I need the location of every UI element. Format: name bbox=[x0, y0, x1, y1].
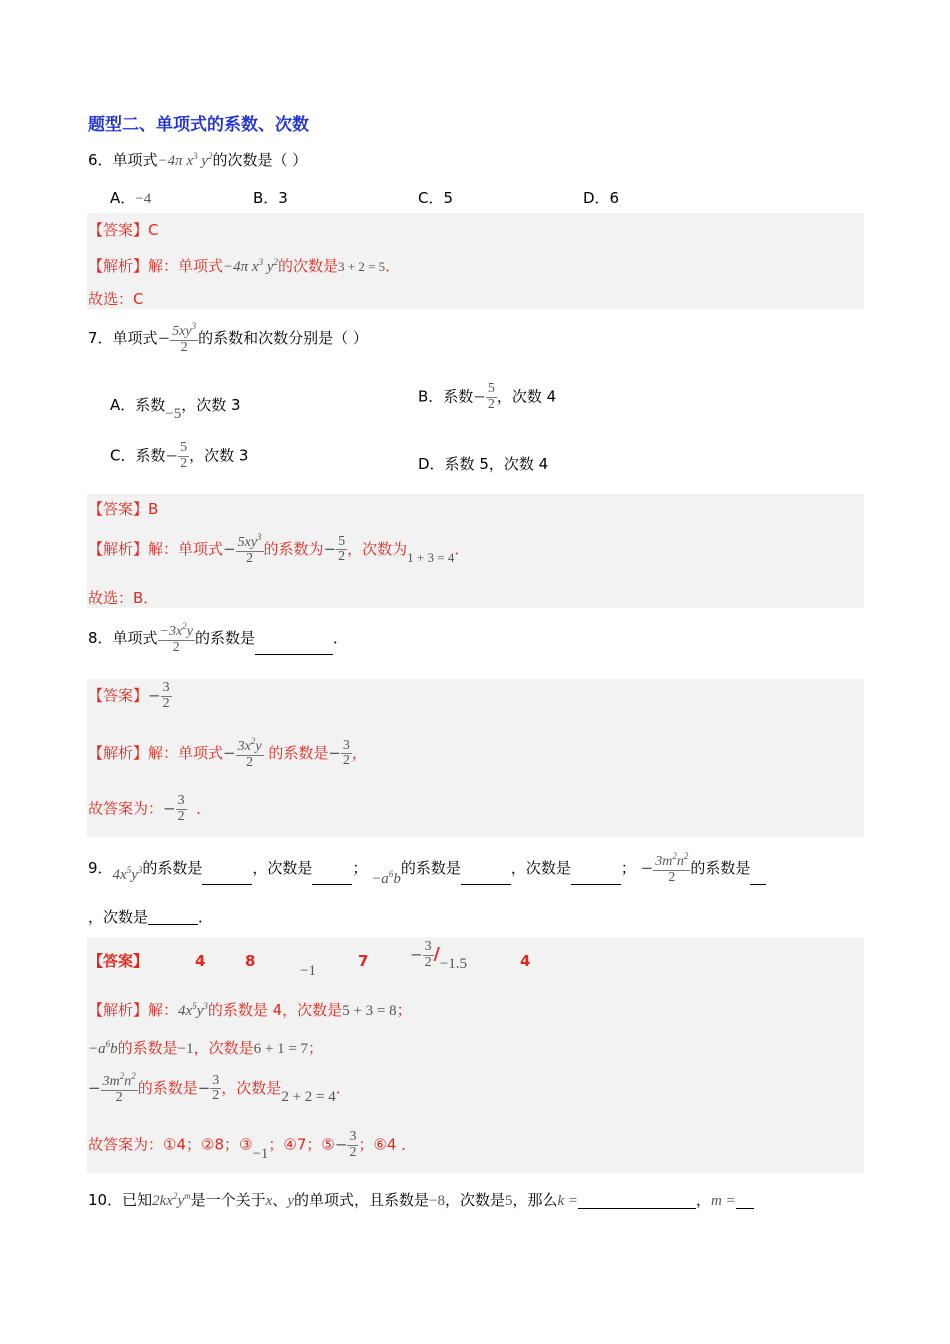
q6-conclusion: 故选：C bbox=[88, 290, 144, 308]
q7-answer: 【答案】B bbox=[88, 500, 159, 518]
q9-analysis-1: 【解析】解：$4x^5y^3$的系数是 4，次数是5 + 3 = 8； bbox=[88, 1001, 412, 1019]
q7-analysis: 【解析】解：单项式− $\frac{5xy^3}{2}$ 的系数为− $\frac{5}{2}$ ，次数为1 + 3 = 4． bbox=[88, 532, 470, 566]
q6-text-b: 的次数是（ ） bbox=[212, 151, 308, 169]
q9-blank-4[interactable] bbox=[571, 870, 621, 885]
q9-analysis-2: $-a^6b$的系数是−1，次数是6 + 1 = 7； bbox=[88, 1039, 324, 1057]
q6-text-a: 单项式 bbox=[112, 151, 158, 169]
q6-monomial: −4π $x^3$ $y^2$ bbox=[157, 151, 213, 169]
question-9: 9．$4x^5y^3$的系数是 ，次数是 ； $-a^6b$的系数是 ，次数是 ； − $\frac{3m^2n^2}{2}$ 的系数是 bbox=[88, 852, 766, 885]
q9-analysis-3: − $\frac{3m^2n^2}{2}$ 的系数是− $\frac{3}{2}$ ，次数是2 + 2 = 4． bbox=[88, 1071, 351, 1106]
q9-answer-6: 4 bbox=[520, 952, 531, 970]
q7-option-d[interactable]: D．系数 5，次数 4 bbox=[418, 455, 549, 473]
q9-blank-1[interactable] bbox=[202, 870, 252, 885]
q9-answer-5: − $\frac{3}{2}$ /−1.5 bbox=[410, 939, 468, 972]
q10-blank-k[interactable] bbox=[578, 1194, 696, 1209]
q6-number: 6． bbox=[88, 151, 113, 169]
q9-answer-label: 【答案】 bbox=[88, 952, 149, 970]
question-8: 8．单项式 $\frac{-3x^2y}{2}$ 的系数是 ． bbox=[88, 621, 348, 655]
q6-option-a-value: −4 bbox=[135, 191, 152, 207]
q9-answer-3: −1 bbox=[300, 963, 316, 979]
q8-analysis: 【解析】解：单项式− $\frac{3x^2y}{2}$ 的系数是− $\frac{3}{2}$ ， bbox=[88, 736, 367, 770]
q9-blank-5[interactable] bbox=[750, 870, 766, 885]
q9-blank-6[interactable] bbox=[148, 910, 198, 925]
question-7: 7．单项式− $\frac{5xy^3}{2}$ 的系数和次数分别是（ ） bbox=[88, 321, 368, 355]
q6-answer: 【答案】C bbox=[88, 221, 159, 239]
q8-answer: 【答案】− $\frac{3}{2}$ bbox=[88, 680, 170, 711]
q9-blank-2[interactable] bbox=[312, 870, 352, 885]
q6-option-a[interactable]: A．−4 bbox=[110, 189, 152, 207]
q6-option-d[interactable]: D．6 bbox=[583, 189, 620, 207]
q9-answer-1: 4 bbox=[195, 952, 206, 970]
q7-option-b[interactable]: B．系数− $\frac{5}{2}$ ，次数 4 bbox=[418, 381, 557, 412]
q6-analysis: 【解析】解：单项式−4π $x^3$ $y^2$的次数是3 + 2 = 5． bbox=[88, 257, 401, 275]
question-6 bbox=[88, 152, 307, 169]
q10-blank-m[interactable] bbox=[736, 1194, 754, 1209]
q9-conclusion: 故答案为：①4；②8；③−1；④7；⑤− $\frac{3}{2}$ ；⑥4 ． bbox=[88, 1129, 417, 1162]
q8-answer-blank[interactable] bbox=[255, 640, 333, 655]
q9-answer-2: 8 bbox=[245, 952, 256, 970]
q6-option-c[interactable]: C．5 bbox=[418, 189, 454, 207]
q7-conclusion: 故选：B． bbox=[88, 589, 159, 607]
q7-option-a[interactable]: A．系数−5，次数 3 bbox=[110, 396, 241, 422]
question-9-cont: ，次数是 ． bbox=[88, 908, 214, 926]
q9-answer-4: 7 bbox=[358, 952, 369, 970]
question-10: 10．已知$2kx^2y^m$是一个关于x、y的单项式，且系数是−8，次数是5，那么k = ，m = bbox=[88, 1192, 754, 1209]
q8-conclusion: 故答案为：− $\frac{3}{2}$ ． bbox=[88, 793, 212, 824]
q9-blank-3[interactable] bbox=[461, 870, 511, 885]
section-title: 题型二、单项式的系数、次数 bbox=[88, 115, 309, 135]
q7-option-c[interactable]: C．系数− $\frac{5}{2}$ ，次数 3 bbox=[110, 440, 249, 471]
q6-option-b[interactable]: B．3 bbox=[253, 189, 288, 207]
